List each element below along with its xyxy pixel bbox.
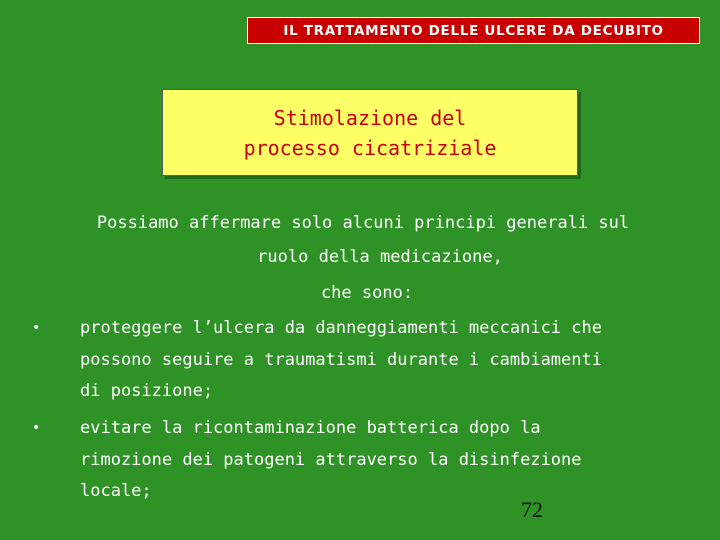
intro-line-1: Possiamo affermare solo alcuni principi generali sul [96,213,630,233]
bullet-marker-icon: • [32,420,41,436]
intro-line-3: che sono: [320,283,414,303]
bullet-text-2 [80,413,712,508]
bullet-1-line-2: possono seguire a traumatismi durante i cambiamenti [80,349,602,370]
bullet-marker-icon: • [32,320,41,336]
intro-line-2: ruolo della medicazione, [257,247,503,267]
slide-title-line-1: Stimolazione del [273,105,467,130]
bullet-2-line-3: locale; [80,481,152,501]
bullet-1-line-1: proteggere l’ulcera da danneggiamenti meccanici che [80,318,602,338]
page-number: 72 [521,497,543,522]
header-banner-text: IL TRATTAMENTO DELLE ULCERE DA DECUBITO [283,22,664,39]
bullet-text-1 [80,313,712,408]
bullet-2-line-1: evitare la ricontaminazione batterica dopo la [80,418,541,438]
bullet-2-line-2: rimozione dei patogeni attraverso la disinfezione [80,449,582,470]
header-banner [247,17,700,44]
slide-title-box [162,89,578,176]
slide-title-line-2: processo cicatriziale [243,135,497,160]
bullet-1-line-3: di posizione; [80,381,214,401]
